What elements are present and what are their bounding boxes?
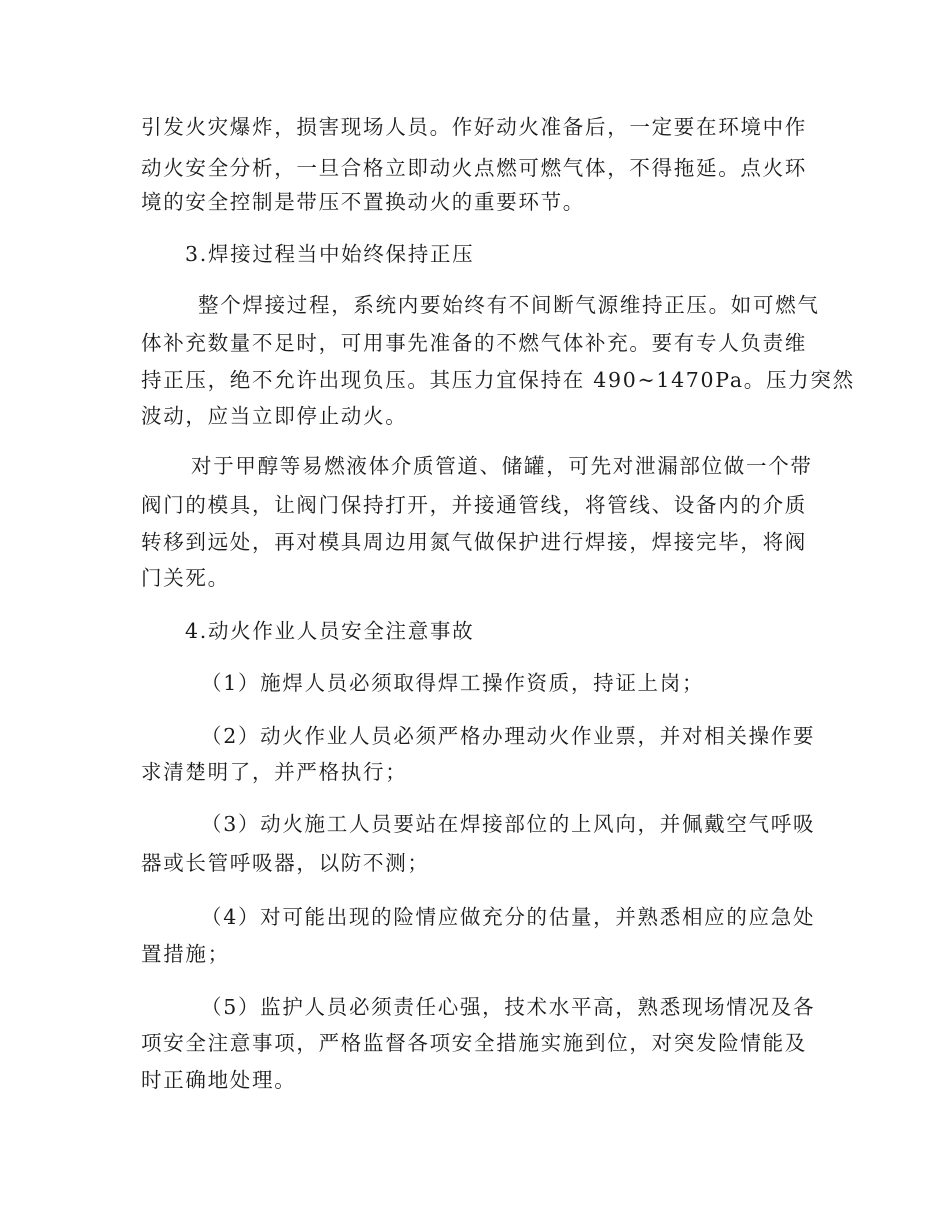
paragraph-line: 境的安全控制是带压不置换动火的重要环节。: [141, 190, 585, 214]
list-item: （2）动火作业人员必须严格办理动火作业票，并对相关操作要: [201, 724, 816, 748]
paragraph-line: 引发火灾爆炸，损害现场人员。作好动火准备后，一定要在环境中作: [141, 115, 807, 139]
list-item: （4）对可能出现的险情应做充分的估量，并熟悉相应的应急处: [201, 905, 816, 929]
paragraph-line: 阀门的模具，让阀门保持打开，并接通管线，将管线、设备内的介质: [141, 493, 807, 517]
list-item-continuation: 器或长管呼吸器，以防不测；: [141, 851, 430, 875]
section-heading: 4.动火作业人员安全注意事故: [185, 619, 475, 643]
list-item-continuation: 求清楚明了，并严格执行；: [141, 760, 408, 784]
paragraph-line: 持正压，绝不允许出现负压。其压力宜保持在 490~1470Pa。压力突然: [141, 368, 855, 392]
paragraph-line: 对于甲醇等易燃液体介质管道、储罐，可先对泄漏部位做一个带: [191, 454, 813, 478]
list-item-continuation: 项安全注意事项，严格监督各项安全措施实施到位，对突发险情能及: [141, 1031, 807, 1055]
paragraph-line: 体补充数量不足时，可用事先准备的不燃气体补充。要有专人负责维: [141, 331, 807, 355]
list-item-continuation: 置措施；: [141, 942, 230, 966]
paragraph-line: 门关死。: [141, 566, 230, 590]
list-item: （3）动火施工人员要站在焊接部位的上风向，并佩戴空气呼吸: [201, 812, 816, 836]
paragraph-line: 波动，应当立即停止动火。: [141, 404, 408, 428]
paragraph-line: 动火安全分析，一旦合格立即动火点燃可燃气体，不得拖延。点火环: [141, 156, 807, 180]
paragraph-line: 整个焊接过程，系统内要始终有不间断气源维持正压。如可燃气: [198, 293, 820, 317]
list-item: （5）监护人员必须责任心强，技术水平高，熟悉现场情况及各: [201, 995, 816, 1019]
list-item-continuation: 时正确地处理。: [141, 1068, 297, 1092]
paragraph-line: 转移到远处，再对模具周边用氮气做保护进行焊接，焊接完毕，将阀: [141, 530, 807, 554]
section-heading: 3.焊接过程当中始终保持正压: [185, 242, 475, 266]
list-item: （1）施焊人员必须取得焊工操作资质，持证上岗；: [201, 671, 705, 695]
